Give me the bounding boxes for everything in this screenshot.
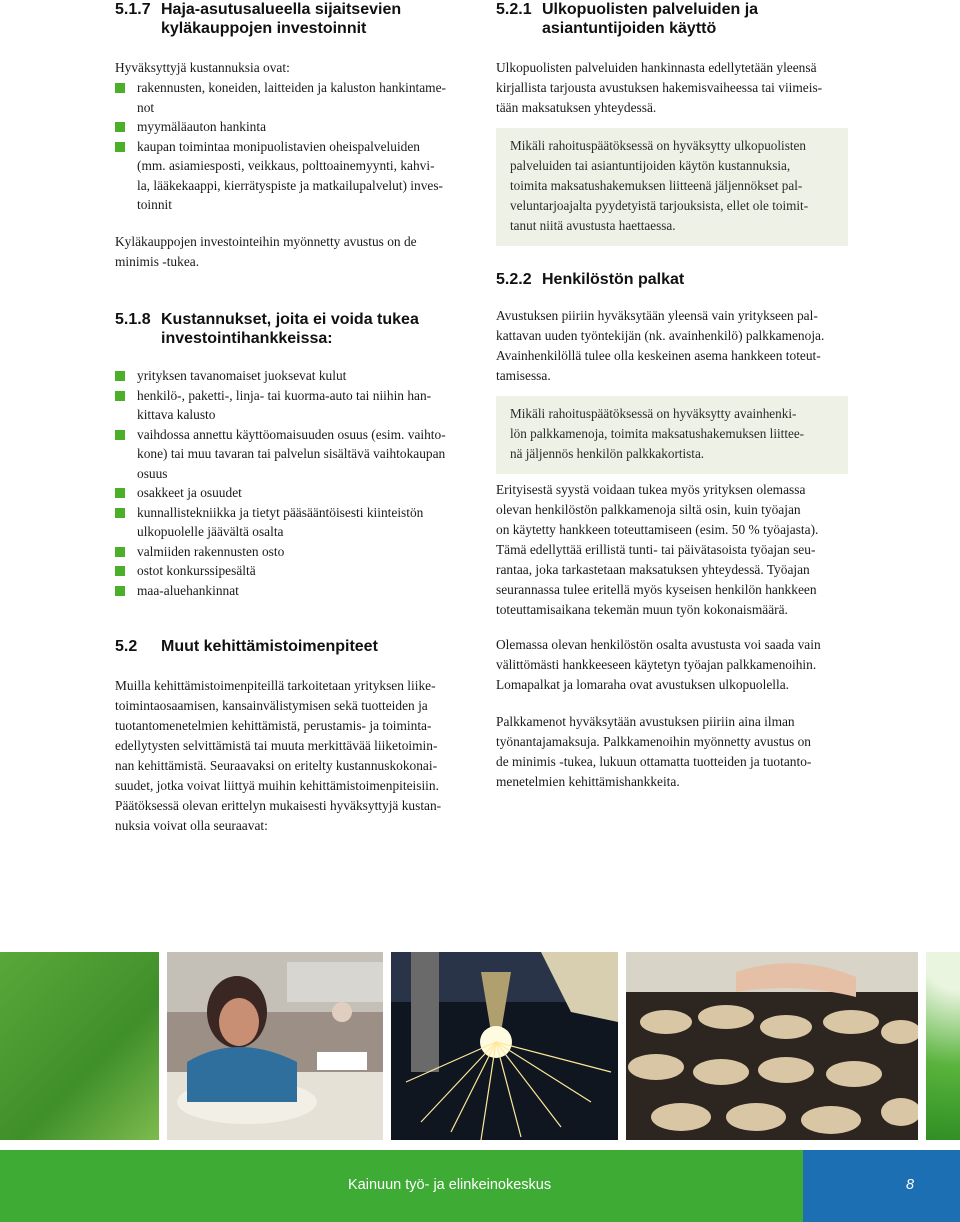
text-line: toteuttamisaikana tekemän muun työn kokonaismäärä. (496, 602, 788, 617)
page-number: 8 (906, 1177, 915, 1193)
body-paragraph (496, 712, 852, 792)
excluded-costs-list (115, 366, 465, 600)
green-square-bullet-icon (115, 83, 125, 93)
note-paragraph (115, 232, 465, 272)
text-line: on käytetty hankkeen toteuttamiseen (esim. 50 % työajasta). (496, 522, 819, 537)
text-line: palveluiden tai asiantuntijoiden käytön kustannuksia, (510, 158, 791, 173)
text-line: välittömästi hankkeeseen käytetyn työajan palkkamenoihin. (496, 657, 817, 672)
text-line: kaupan toimintaa monipuolistavien oheispalveluiden (137, 138, 421, 154)
approved-costs-list (115, 78, 465, 215)
heading-number: 5.2 (115, 638, 138, 655)
text-line: työnantajamaksuja. Palkkamenoihin myönnetty avustus on (496, 734, 812, 749)
text-line: seurannassa tulee eritellä myös kyseisen henkilön hankkeen (496, 582, 817, 597)
list-item (115, 561, 465, 581)
text-line: olevan henkilöstön palkkamenoja siltä osin, kuin työajan (496, 502, 801, 517)
info-box (496, 396, 848, 474)
heading-5-2 (115, 637, 465, 656)
list-item (115, 542, 465, 562)
text-line: Olemassa olevan henkilöstön osalta avustusta voi saada vain (496, 637, 821, 652)
text-line: Mikäli rahoituspäätöksessä on hyväksytty avainhenki- (510, 406, 797, 421)
heading-5-2-1 (496, 0, 852, 38)
text-line: de minimis -tukea, lukuun ottamatta tuotteiden ja tuotanto- (496, 754, 812, 769)
info-box-text (510, 136, 834, 236)
text-line: nä jäljennös henkilön palkkakortista. (510, 446, 705, 461)
green-square-bullet-icon (115, 371, 125, 381)
text-line: tamisessa. (496, 368, 551, 383)
list-item (115, 483, 465, 503)
text-line: henkilö-, paketti-, linja- tai kuorma-auto tai niihin han- (137, 387, 432, 403)
green-square-bullet-icon (115, 430, 125, 440)
text-line: tään maksatuksen yhteydessä. (496, 100, 657, 115)
text-line: ulkopuolelle jäävältä osalta (137, 524, 284, 539)
list-item (115, 386, 465, 425)
text-line: nan kehittämistä. Seuraavaksi on eritelty kustannuskokonai- (115, 758, 438, 773)
text-line: Avainhenkilöllä tulee olla keskeinen asema hankkeen toteut- (496, 348, 821, 363)
green-panel (0, 952, 159, 1140)
heading-5-1-7 (115, 0, 465, 38)
note-line: minimis -tukea. (115, 254, 200, 269)
intro-text: Hyväksyttyjä kustannuksia ovat: (115, 60, 290, 75)
green-square-bullet-icon (115, 142, 125, 152)
text-line: kittava kalusto (137, 407, 216, 422)
green-square-bullet-icon (115, 488, 125, 498)
heading-title-line: investointihankkeissa: (161, 330, 333, 347)
body-paragraph (496, 58, 852, 118)
heading-5-2-2 (496, 270, 852, 289)
green-square-bullet-icon (115, 586, 125, 596)
list-item (115, 137, 465, 215)
heading-number: 5.1.8 (115, 311, 151, 328)
sewing-worker-photo (167, 952, 383, 1140)
heading-number: 5.1.7 (115, 1, 151, 18)
text-line: Avustuksen piiriin hyväksytään yleensä vain yritykseen pal- (496, 308, 818, 323)
text-line: Päätöksessä olevan erittelyn mukaisesti hyväksyttyjä kustan- (115, 798, 442, 813)
green-square-bullet-icon (115, 122, 125, 132)
text-line: Tämä edellyttää erillistä tunti- tai päivätasoista työajan seu- (496, 542, 816, 557)
photo-strip (0, 952, 960, 1140)
text-line: Ulkopuolisten palveluiden hankinnasta edellytetään yleensä (496, 60, 817, 75)
text-line: kattavan uuden työntekijän (nk. avainhenkilö) palkkamenoja. (496, 328, 825, 343)
footer (0, 1150, 960, 1222)
text-line: not (137, 99, 155, 115)
body-paragraph (496, 635, 852, 695)
text-line: Mikäli rahoituspäätöksessä on hyväksytty ulkopuolisten (510, 138, 806, 153)
text-line: toimintaosaamisen, kansainvälistymisen sekä tuotteiden ja (115, 698, 428, 713)
text-line: Erityisestä syystä voidaan tukea myös yrityksen olemassa (496, 482, 806, 497)
heading-title-line: Kustannukset, joita ei voida tukea (161, 311, 419, 328)
text-line: tuotantomenetelmien kehittämistä, perustamis- ja toiminta- (115, 718, 432, 733)
green-square-bullet-icon (115, 508, 125, 518)
heading-title-line: kyläkauppojen investoinnit (161, 20, 367, 37)
text-line: toinnit (137, 197, 172, 212)
text-line: toimita maksatushakemuksen liitteenä jäljennökset pal- (510, 178, 803, 193)
text-line: lön palkkamenoja, toimita maksatushakemuksen liittee- (510, 426, 805, 441)
info-box-text (510, 404, 834, 464)
body-paragraph (496, 480, 852, 620)
text-line: osuus (137, 465, 168, 481)
list-item (115, 78, 465, 117)
heading-title: Muut kehittämistoimenpiteet (161, 638, 378, 655)
text-line: kunnallistekniikka ja tietyt pääsääntöisesti kiinteistön (137, 504, 424, 520)
heading-5-1-8 (115, 310, 465, 348)
heading-title: Henkilöstön palkat (542, 271, 685, 288)
text-line: nuksia voivat olla seuraavat: (115, 818, 268, 833)
text-line: valmiiden rakennusten osto (137, 543, 285, 559)
footer-blue-band (803, 1150, 960, 1222)
heading-number: 5.2.2 (496, 271, 532, 288)
list-item (115, 366, 465, 386)
green-square-bullet-icon (115, 547, 125, 557)
welding-sparks-photo (391, 952, 618, 1140)
heading-title-line: Ulkopuolisten palveluiden ja (542, 1, 759, 18)
text-line: tanut niitä avustusta haettaessa. (510, 218, 676, 233)
list-item (115, 425, 465, 484)
text-line: ostot konkurssipesältä (137, 563, 256, 578)
heading-title-line: asiantuntijoiden käyttö (542, 20, 717, 37)
text-line: rantaa, joka tarkastetaan maksatuksen yhteydessä. Työajan (496, 562, 810, 577)
green-leaf-panel (926, 952, 960, 1140)
note-line: Kyläkauppojen investointeihin myönnetty avustus on de (115, 234, 417, 249)
text-line: Palkkamenot hyväksytään avustuksen piiriin aina ilman (496, 714, 795, 729)
text-line: suudet, jotka voivat liittyä muihin kehittämistoimenpiteisiin. (115, 778, 439, 793)
text-line: (mm. asiamiesposti, veikkaus, polttoainemyynti, kahvi- (137, 158, 435, 173)
text-line: osakkeet ja osuudet (137, 485, 242, 500)
text-line: menetelmien kehittämishankkeita. (496, 774, 680, 789)
text-line: Muilla kehittämistoimenpiteillä tarkoitetaan yrityksen liike- (115, 678, 436, 693)
text-line: yrityksen tavanomaiset juoksevat kulut (137, 368, 347, 383)
footer-organization: Kainuun työ- ja elinkeinokeskus (348, 1177, 552, 1193)
text-line: rakennusten, koneiden, laitteiden ja kaluston hankintame- (137, 80, 447, 95)
body-paragraph (115, 676, 467, 836)
info-box (496, 128, 848, 246)
text-line: maa-aluehankinnat (137, 582, 239, 598)
text-line: vaihdossa annettu käyttöomaisuuden osuus (esim. vaihto- (137, 426, 446, 442)
text-line: Lomapalkat ja lomaraha ovat avustuksen ulkopuolella. (496, 677, 790, 692)
green-square-bullet-icon (115, 391, 125, 401)
text-line: veluntarjoajalta pyydetyistä tarjouksista, ellet ole toimit- (510, 198, 809, 213)
list-item (115, 581, 465, 601)
text-line: edellytysten selvittämistä tai muuta merkittävää liiketoimin- (115, 738, 438, 753)
body-paragraph (496, 306, 852, 386)
text-line: myymäläauton hankinta (137, 119, 267, 134)
heading-number: 5.2.1 (496, 1, 532, 18)
green-square-bullet-icon (115, 566, 125, 576)
list-item (115, 117, 465, 137)
text-line: kone) tai muu tavaran tai palvelun sisältävä vaihtokaupan (137, 446, 446, 461)
heading-title-line: Haja-asutusalueella sijaitsevien (161, 1, 402, 18)
text-line: kirjallista tarjousta avustuksen hakemisvaiheessa tai viimeis- (496, 80, 823, 95)
list-item (115, 503, 465, 542)
croissant-baking-photo (626, 952, 918, 1140)
text-line: la, lääkekaappi, kierrätyspiste ja matkailupalvelut) inves- (137, 177, 444, 193)
